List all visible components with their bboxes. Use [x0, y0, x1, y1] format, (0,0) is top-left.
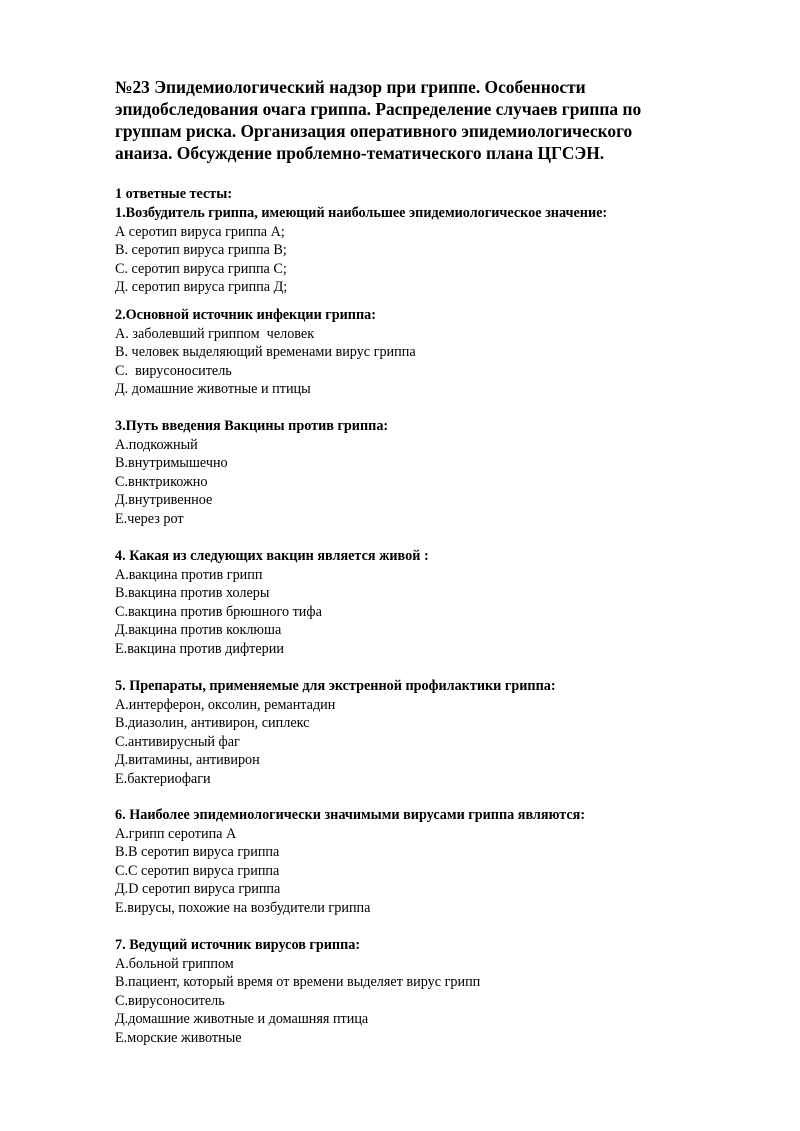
answer-option: Е.через рот	[115, 510, 184, 527]
question-text: 4. Какая из следующих вакцин является живой :	[115, 548, 429, 564]
answer-option: В.В серотип вируса гриппа	[115, 844, 280, 861]
question-block	[115, 936, 755, 1047]
answer-option: В.диазолин, антивирон, сиплекс	[115, 715, 310, 732]
question-text: 5. Препараты, применяемые для экстренной профилактики гриппа:	[115, 678, 556, 694]
answer-option: Д.витамины, антивирон	[115, 752, 260, 769]
answer-option: Е.морские животные	[115, 1029, 242, 1046]
answer-option: В. человек выделяющий временами вирус гриппа	[115, 344, 416, 361]
answer-option: Д.домашние животные и домашняя птица	[115, 1011, 369, 1028]
answer-option: Д. серотип вируса гриппа Д;	[115, 279, 288, 296]
answer-option: С.антивирусный фаг	[115, 733, 240, 750]
answer-option: Д. домашние животные и птицы	[115, 381, 311, 398]
question-text: 1.Возбудитель гриппа, имеющий наибольшее эпидемиологическое значение:	[115, 205, 608, 221]
answer-option: В.вакцина против холеры	[115, 585, 270, 602]
answer-option: А.интерферон, оксолин, ремантадин	[115, 697, 336, 713]
answer-option: А серотип вируса гриппа А;	[115, 224, 285, 240]
answer-option: С.вирусоноситель	[115, 992, 225, 1009]
answer-option: С.вакцина против брюшного тифа	[115, 603, 322, 620]
answer-option: А.больной гриппом	[115, 956, 234, 972]
question-text: 7. Ведущий источник вирусов гриппа:	[115, 937, 361, 953]
answer-option: С. серотип вируса гриппа С;	[115, 260, 287, 277]
question-block	[115, 204, 755, 297]
question-text: 2.Основной источник инфекции гриппа:	[115, 307, 376, 323]
question-block	[115, 306, 755, 399]
answer-option: В.внутримышечно	[115, 455, 228, 472]
answer-option: Е.вирусы, похожие на возбудители гриппа	[115, 899, 371, 916]
title-line: эпидобследования очага гриппа. Распределение случаев гриппа по	[115, 99, 642, 119]
title-line: группам риска. Организация оперативного эпидемиологического	[115, 121, 633, 141]
title-line: анаиза. Обсуждение проблемно-тематического плана ЦГСЭН.	[115, 143, 605, 163]
answer-option: Е.вакцина против дифтерии	[115, 640, 284, 657]
answer-option: А. заболевший гриппом человек	[115, 326, 315, 342]
document-title	[115, 76, 755, 164]
question-block	[115, 677, 755, 788]
question-text: 3.Путь введения Вакцины против гриппа:	[115, 418, 389, 434]
answer-option: Д.D серотип вируса гриппа	[115, 881, 281, 898]
answer-option: С.внктрикожно	[115, 473, 208, 490]
question-block	[115, 547, 755, 658]
answer-option: Д.вакцина против коклюша	[115, 622, 282, 639]
question-block	[115, 806, 755, 917]
question-block	[115, 417, 755, 528]
section-heading: 1 ответные тесты:	[115, 186, 233, 202]
answer-option: В. серотип вируса гриппа В;	[115, 242, 287, 259]
answer-option: В.пациент, который время от времени выделяет вирус грипп	[115, 974, 481, 991]
answer-option: Е.бактериофаги	[115, 770, 211, 787]
answer-option: С.С серотип вируса гриппа	[115, 862, 280, 879]
answer-option: Д.внутривенное	[115, 492, 213, 509]
answer-option: А.грипп серотипа А	[115, 826, 237, 842]
answer-option: А.вакцина против грипп	[115, 567, 263, 583]
answer-option: С. вирусоноситель	[115, 362, 232, 379]
title-line: №23 Эпидемиологический надзор при гриппе. Особенности	[115, 77, 586, 97]
answer-option: А.подкожный	[115, 437, 198, 453]
question-text: 6. Наиболее эпидемиологически значимыми вирусами гриппа являются:	[115, 807, 586, 823]
